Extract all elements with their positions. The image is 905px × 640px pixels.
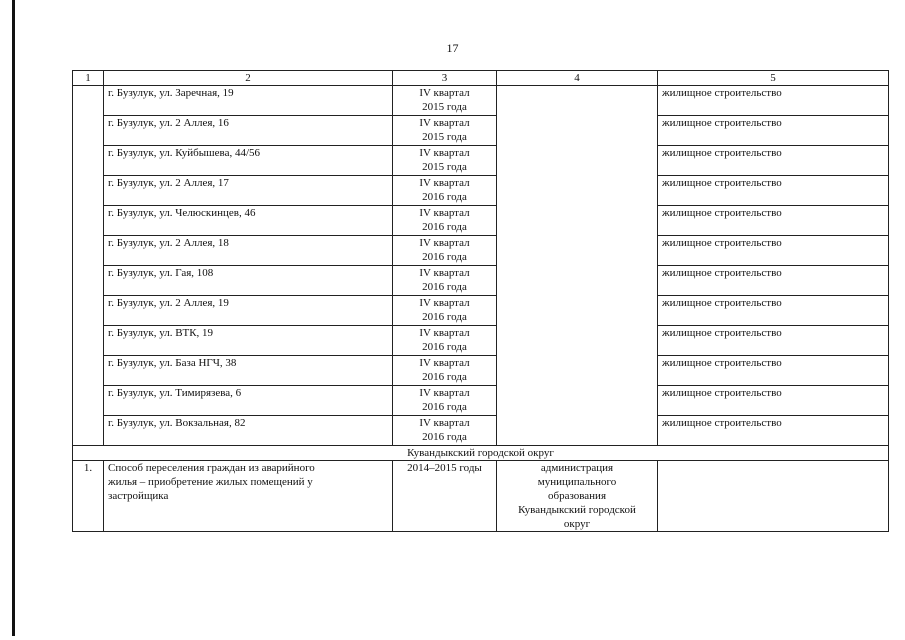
period-year: 2015 года <box>422 131 467 143</box>
address-cell: г. Бузулук, ул. Заречная, 19 <box>104 86 393 116</box>
period-year: 2016 года <box>422 221 467 233</box>
method-line: Способ переселения граждан из аварийного <box>108 462 315 474</box>
period-cell <box>393 86 497 116</box>
period-cell <box>393 386 497 416</box>
page-edge-bar <box>12 0 15 636</box>
table-row <box>73 146 889 176</box>
period-quarter: IV квартал <box>419 267 470 279</box>
address-cell: г. Бузулук, ул. ВТК, 19 <box>104 326 393 356</box>
period-cell <box>393 236 497 266</box>
address-cell: г. Бузулук, ул. Гая, 108 <box>104 266 393 296</box>
table-row <box>73 206 889 236</box>
table-row <box>73 461 889 532</box>
resettlement-method-cell <box>104 461 393 532</box>
responsible-cell <box>497 461 658 532</box>
period-year: 2015 года <box>422 101 467 113</box>
period-quarter: IV квартал <box>419 117 470 129</box>
period-quarter: IV квартал <box>419 297 470 309</box>
purpose-cell: жилищное строительство <box>658 86 889 116</box>
period-year: 2016 года <box>422 401 467 413</box>
purpose-cell: жилищное строительство <box>658 206 889 236</box>
purpose-cell: жилищное строительство <box>658 416 889 446</box>
responsible-line: образования <box>547 490 607 502</box>
header-col-2: 2 <box>104 71 393 86</box>
period-cell <box>393 296 497 326</box>
address-cell: г. Бузулук, ул. Тимирязева, 6 <box>104 386 393 416</box>
address-cell: г. Бузулук, ул. 2 Аллея, 18 <box>104 236 393 266</box>
responsible-merged-cell <box>497 86 658 446</box>
purpose-cell: жилищное строительство <box>658 326 889 356</box>
table-row <box>73 386 889 416</box>
period-year: 2016 года <box>422 341 467 353</box>
table-row <box>73 176 889 206</box>
address-cell: г. Бузулук, ул. Вокзальная, 82 <box>104 416 393 446</box>
address-cell: г. Бузулук, ул. Челюскинцев, 46 <box>104 206 393 236</box>
header-col-5: 5 <box>658 71 889 86</box>
table-row <box>73 266 889 296</box>
period-quarter: IV квартал <box>419 417 470 429</box>
period-year: 2016 года <box>422 431 467 443</box>
period-cell <box>393 416 497 446</box>
address-cell: г. Бузулук, ул. Куйбышева, 44/56 <box>104 146 393 176</box>
purpose-cell: жилищное строительство <box>658 236 889 266</box>
period-year: 2016 года <box>422 191 467 203</box>
purpose-cell: жилищное строительство <box>658 386 889 416</box>
period-cell <box>393 356 497 386</box>
period-quarter: IV квартал <box>419 327 470 339</box>
purpose-cell <box>658 461 889 532</box>
period-quarter: IV квартал <box>419 177 470 189</box>
period-quarter: IV квартал <box>419 357 470 369</box>
header-col-3: 3 <box>393 71 497 86</box>
period-cell <box>393 326 497 356</box>
page-number: 17 <box>446 41 459 55</box>
period-quarter: IV квартал <box>419 387 470 399</box>
section-header-row <box>73 446 889 461</box>
period-year: 2015 года <box>422 161 467 173</box>
address-cell: г. Бузулук, ул. 2 Аллея, 19 <box>104 296 393 326</box>
period-cell <box>393 116 497 146</box>
section-title: Кувандыкский городской округ <box>73 446 889 461</box>
period-cell: 2014–2015 годы <box>393 461 497 532</box>
period-quarter: IV квартал <box>419 147 470 159</box>
table-row <box>73 356 889 386</box>
period-year: 2016 года <box>422 311 467 323</box>
table-row <box>73 416 889 446</box>
header-col-1: 1 <box>73 71 104 86</box>
header-row <box>73 71 889 86</box>
purpose-cell: жилищное строительство <box>658 176 889 206</box>
period-year: 2016 года <box>422 251 467 263</box>
table-row <box>73 296 889 326</box>
address-cell: г. Бузулук, ул. База НГЧ, 38 <box>104 356 393 386</box>
period-quarter: IV квартал <box>419 237 470 249</box>
period-year: 2016 года <box>422 281 467 293</box>
responsible-line: муниципального <box>537 476 617 488</box>
table-row <box>73 86 889 116</box>
table-row <box>73 116 889 146</box>
table-row <box>73 236 889 266</box>
method-line: жилья – приобретение жилых помещений у <box>108 476 313 488</box>
responsible-line: округ <box>563 518 591 530</box>
table-row <box>73 326 889 356</box>
row-number-cell <box>73 86 104 446</box>
purpose-cell: жилищное строительство <box>658 116 889 146</box>
purpose-cell: жилищное строительство <box>658 296 889 326</box>
period-cell <box>393 266 497 296</box>
period-cell <box>393 206 497 236</box>
responsible-line: Кувандыкский городской <box>518 504 636 516</box>
period-year: 2016 года <box>422 371 467 383</box>
purpose-cell: жилищное строительство <box>658 146 889 176</box>
address-cell: г. Бузулук, ул. 2 Аллея, 17 <box>104 176 393 206</box>
period-cell <box>393 176 497 206</box>
purpose-cell: жилищное строительство <box>658 356 889 386</box>
address-cell: г. Бузулук, ул. 2 Аллея, 16 <box>104 116 393 146</box>
period-quarter: IV квартал <box>419 207 470 219</box>
row-number: 1. <box>73 461 104 532</box>
housing-table <box>72 70 889 532</box>
period-quarter: IV квартал <box>419 87 470 99</box>
responsible-line: администрация <box>540 462 614 474</box>
header-col-4: 4 <box>497 71 658 86</box>
period-cell <box>393 146 497 176</box>
method-line: застройщика <box>108 490 169 502</box>
purpose-cell: жилищное строительство <box>658 266 889 296</box>
